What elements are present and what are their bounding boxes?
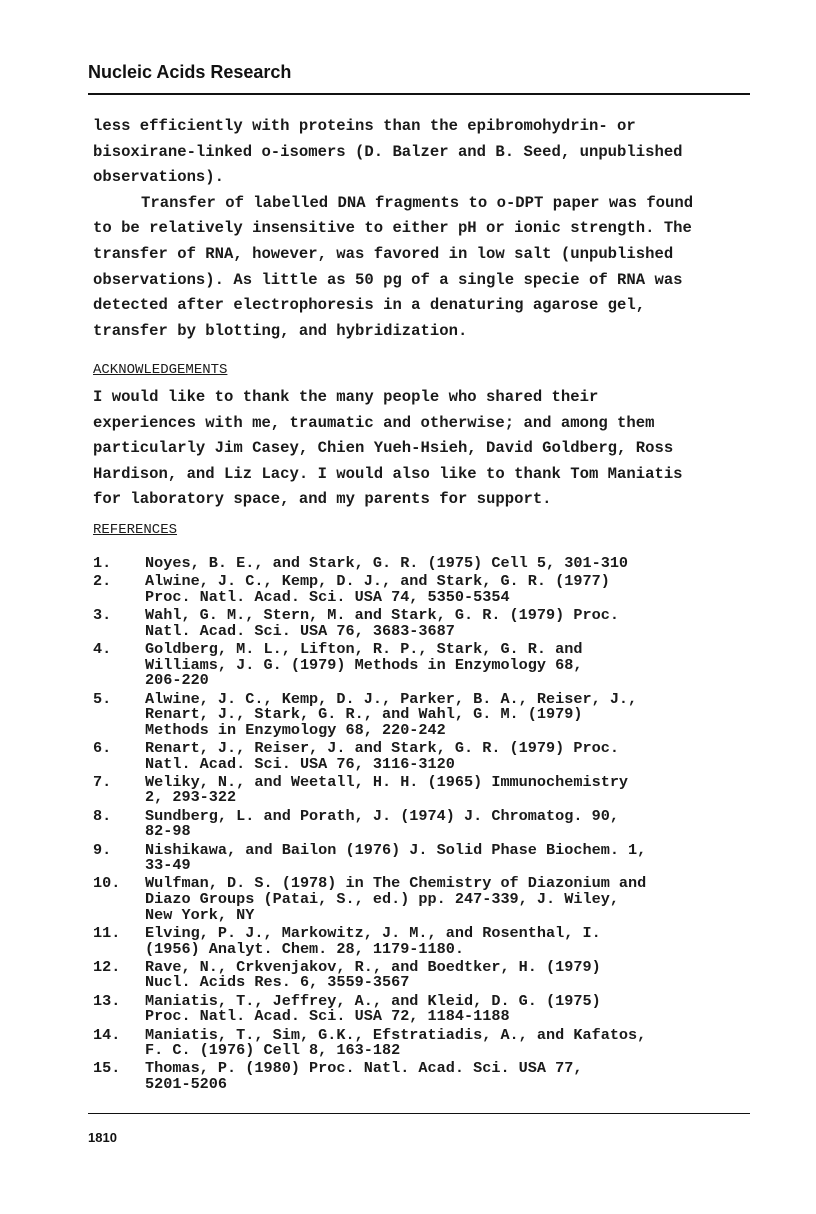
reference-text: Wulfman, D. S. (1978) in The Chemistry of Diazonium and Diazo Groups (Patai, S., ed.) pp. 247-339, J. Wiley, New York, NY <box>145 874 647 924</box>
reference-text: Wahl, G. M., Stern, M. and Stark, G. R. (1979) Proc. Natl. Acad. Sci. USA 76, 3683-3687 <box>145 606 619 640</box>
references-heading-block <box>93 521 753 539</box>
reference-number: 15. <box>93 1059 121 1078</box>
reference-text: Noyes, B. E., and Stark, G. R. (1975) Cell 5, 301-310 <box>145 554 629 572</box>
reference-number: 4. <box>93 640 112 659</box>
reference-item <box>93 1025 733 1060</box>
reference-text: Maniatis, T., Jeffrey, A., and Kleid, D. G. (1975) Proc. Natl. Acad. Sci. USA 72, 1184-1188 <box>145 991 601 1026</box>
acknowledgements-section <box>93 361 753 513</box>
reference-number: 12. <box>93 957 121 976</box>
reference-text: Renart, J., Reiser, J. and Stark, G. R. (1979) Proc. Natl. Acad. Sci. USA 76, 3116-3120 <box>145 738 619 773</box>
reference-number: 1. <box>93 554 112 572</box>
reference-item <box>93 840 733 875</box>
reference-item <box>93 556 733 572</box>
reference-number: 7. <box>93 772 112 791</box>
acknowledgements-heading: ACKNOWLEDGEMENTS <box>93 362 228 378</box>
reference-number: 5. <box>93 689 112 708</box>
reference-number: 2. <box>93 572 112 591</box>
reference-text: Nishikawa, and Bailon (1976) J. Solid Phase Biochem. 1, 33-49 <box>145 840 647 875</box>
reference-number: 10. <box>93 874 121 893</box>
reference-number: 6. <box>93 738 112 757</box>
reference-text: Elving, P. J., Markowitz, J. M., and Rosenthal, I. (1956) Analyt. Chem. 28, 1179-1180. <box>145 923 601 958</box>
journal-title: Nucleic Acids Research <box>88 62 292 82</box>
acknowledgements-text: I would like to thank the many people who shared their experiences with me, traumatic and otherwise; and among them particularly Jim Casey, Chien Yueh-Hsieh, David Goldberg, Ross Hardison, and Liz Lacy. I would also like to thank Tom Maniatis for laboratory space, and my parents for support. <box>93 388 683 509</box>
reference-text: Sundberg, L. and Porath, J. (1974) J. Chromatog. 90, 82-98 <box>145 806 619 841</box>
paragraph-continuation: less efficiently with proteins than the epibromohydrin- or bisoxirane-linked o-isomers (D. Balzer and B. Seed, unpublished observations). <box>93 117 683 187</box>
reference-item <box>93 689 733 739</box>
reference-text: Alwine, J. C., Kemp, D. J., Parker, B. A., Reiser, J., Renart, J., Stark, G. R., and Wahl, G. M. (1979) Methods in Enzymology 68, 220-242 <box>145 689 638 739</box>
page-number: 1810 <box>88 1130 117 1145</box>
reference-number: 9. <box>93 840 112 859</box>
reference-item <box>93 991 733 1026</box>
reference-item <box>93 738 733 773</box>
references-heading: REFERENCES <box>93 522 178 538</box>
reference-text: Weliky, N., and Weetall, H. H. (1965) Immunochemistry 2, 293-322 <box>145 772 629 807</box>
reference-item <box>93 608 733 639</box>
body-continuation <box>93 114 753 344</box>
reference-number: 14. <box>93 1025 121 1044</box>
reference-item <box>93 1061 733 1092</box>
reference-item <box>93 642 733 689</box>
reference-text: Maniatis, T., Sim, G.K., Efstratiadis, A., and Kafatos, F. C. (1976) Cell 8, 163-182 <box>145 1025 647 1060</box>
reference-text: Thomas, P. (1980) Proc. Natl. Acad. Sci. USA 77, 5201-5206 <box>145 1059 583 1094</box>
reference-item <box>93 806 733 841</box>
reference-number: 13. <box>93 991 121 1010</box>
reference-item <box>93 574 733 605</box>
reference-item <box>93 957 733 992</box>
reference-text: Alwine, J. C., Kemp, D. J., and Stark, G. R. (1977) Proc. Natl. Acad. Sci. USA 74, 5350-5354 <box>145 572 610 606</box>
reference-item <box>93 923 733 958</box>
reference-number: 11. <box>93 923 121 942</box>
reference-item <box>93 772 733 807</box>
paragraph-transfer: Transfer of labelled DNA fragments to o-DPT paper was found to be relatively insensitive to either pH or ionic strength. The transfer of RNA, however, was favored in low salt (unpublished observations). As little as 50 pg of a single specie of RNA was detected after electrophoresis in a denaturing agarose gel, transfer by blotting, and hybridization. <box>93 193 694 340</box>
reference-text: Goldberg, M. L., Lifton, R. P., Stark, G. R. and Williams, J. G. (1979) Methods in Enzymology 68, 206-220 <box>145 640 583 690</box>
reference-item <box>93 876 733 923</box>
references-list <box>93 556 733 1095</box>
header-rule <box>88 93 750 95</box>
footer-rule <box>88 1113 750 1114</box>
reference-number: 8. <box>93 806 112 825</box>
reference-text: Rave, N., Crkvenjakov, R., and Boedtker, H. (1979) Nucl. Acids Res. 6, 3559-3567 <box>145 957 601 992</box>
reference-number: 3. <box>93 606 112 625</box>
